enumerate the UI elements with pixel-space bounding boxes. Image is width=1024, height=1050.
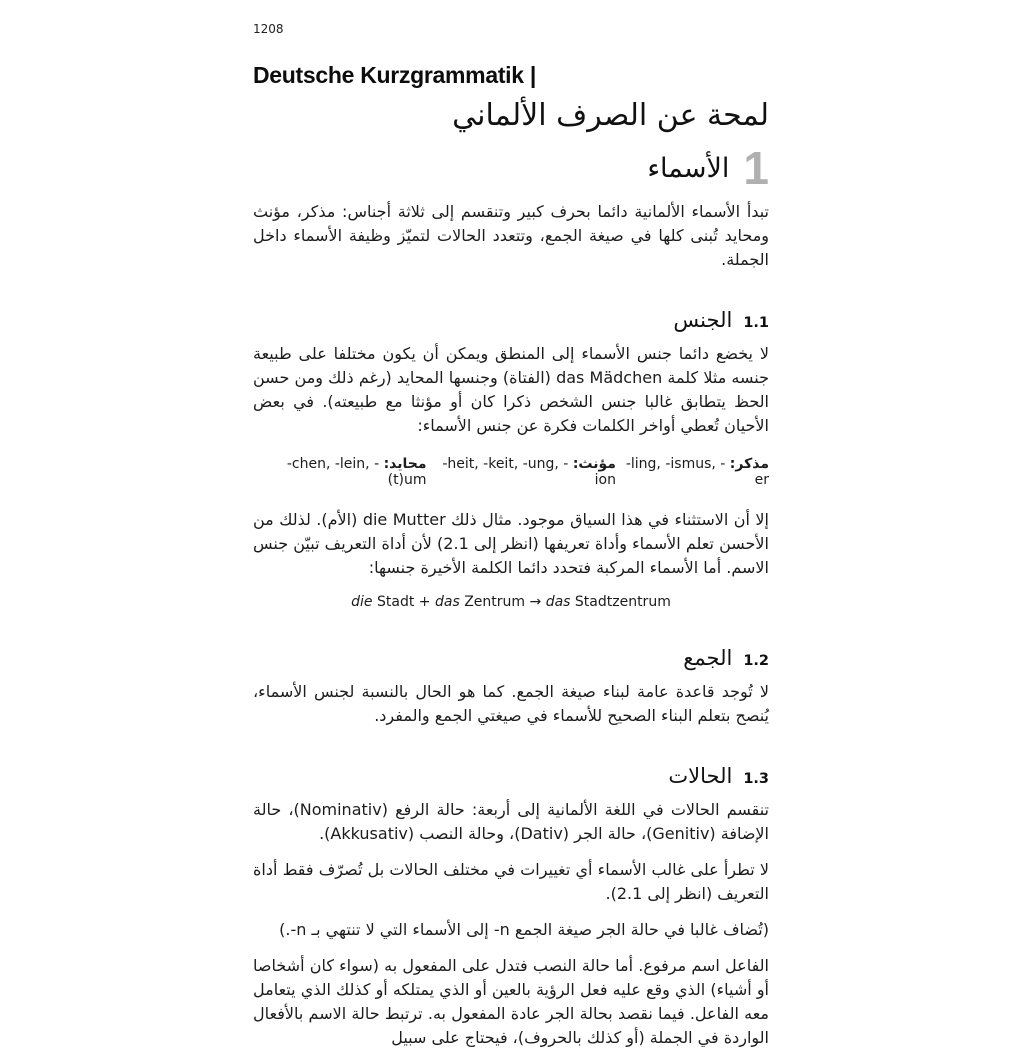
gender-suffix-line xyxy=(253,456,769,488)
example-article-1: die xyxy=(351,594,373,611)
example-noun-3: Stadtzentrum xyxy=(574,594,671,611)
section-intro-paragraph: تبدأ الأسماء الألمانية دائما بحرف كبير وتنقسم إلى ثلاثة أجناس: مذكر، مؤنث ومحايد تُبنى كلها في صيغة الجمع، وتتعدد الحالات لتميّز وظيفة الأسماء داخل الجملة. xyxy=(253,202,769,270)
plus-sign: + xyxy=(418,594,431,611)
neuter-suffix-group xyxy=(253,456,427,488)
cases-paragraph-2: لا تطرأ على غالب الأسماء أي تغييرات في مختلف الحالات بل تُصرّف فقط أداة التعريف (انظر إلى 2.1). xyxy=(253,860,769,904)
subsection-title: الجمع xyxy=(683,646,733,671)
example-article-2: das xyxy=(434,594,460,611)
feminine-suffix-group xyxy=(427,456,616,488)
chapter-title-arabic: لمحة عن الصرف الألماني xyxy=(452,98,769,133)
subsection-1-3-heading xyxy=(253,764,769,788)
feminine-label: مؤنث: xyxy=(572,456,616,473)
masculine-label: مذكر: xyxy=(729,456,769,473)
section-number: 1 xyxy=(743,141,769,194)
section-title: الأسماء xyxy=(647,152,730,184)
page-number: 1208 xyxy=(253,22,284,36)
section-1-heading xyxy=(253,141,769,194)
subsection-1-1-heading xyxy=(253,308,769,332)
subsection-number: 1.3 xyxy=(743,771,769,788)
chapter-title-latin: Deutsche Kurzgrammatik | xyxy=(253,62,536,88)
cases-paragraph-1: تنقسم الحالات في اللغة الألمانية إلى أربعة: حالة الرفع (Nominativ)، حالة الإضافة (Genitiv)، حالة الجر (Dativ)، وحالة النصب (Akkusativ). xyxy=(253,800,769,844)
subsection-number: 1.2 xyxy=(743,653,769,670)
example-noun-2: Zentrum xyxy=(464,594,526,611)
subsection-1-2-heading xyxy=(253,646,769,670)
example-noun-1: Stadt xyxy=(377,594,415,611)
masculine-suffix-list: -ling, -ismus, -er xyxy=(625,456,769,489)
compound-noun-example xyxy=(253,594,769,610)
page-content xyxy=(253,22,769,1050)
feminine-suffix-list: -heit, -keit, -ung, -ion xyxy=(442,456,616,489)
subsection-number: 1.1 xyxy=(743,315,769,332)
cases-paragraph-4: الفاعل اسم مرفوع. أما حالة النصب فتدل على المفعول به (سواء كان أشخاصا أو أشياء) الذي وقع عليه فعل الرؤية بالعين أو الذي يمتلكه أو كذلك الذي يتعامل معه الفاعل. فيما نقصد بحالة الجر عادة المفعول به. ترتبط حالة الاسم بالأفعال الواردة في الجملة (أو كذلك بالحروف)، فيحتاج على سبيل xyxy=(253,956,769,1048)
neuter-suffix-list: -chen, -lein, -(t)um xyxy=(286,456,427,489)
masculine-suffix-group xyxy=(616,456,769,488)
plural-paragraph: لا تُوجد قاعدة عامة لبناء صيغة الجمع. كما هو الحال بالنسبة لجنس الأسماء، يُنصح بتعلم البناء الصحيح للأسماء في صيغتي الجمع والمفرد. xyxy=(253,682,769,726)
neuter-label: محايد: xyxy=(383,456,427,473)
gender-paragraph-1: لا يخضع دائما جنس الأسماء إلى المنطق ويمكن أن يكون مختلفا على طبيعة جنسه مثلا كلمة das Mädchen (الفتاة) وجنسها المحايد (رغم ذلك ومن حسن الحظ يتطابق غالبا جنس الشخص ذكرا كان أو مؤنثا مع طبيعته). في بعض الأحيان تُعطي أواخر الكلمات فكرة عن جنس الأسماء: xyxy=(253,344,770,436)
arrow-symbol: → xyxy=(529,594,542,611)
gender-paragraph-2: إلا أن الاستثناء في هذا السياق موجود. مثال ذلك die Mutter (الأم). لذلك من الأحسن تعلم الأسماء وأداة تعريفها (انظر إلى 2.1) لأن أداة التعريف تبيّن جنس الاسم. أما الأسماء المركبة فتحدد دائما الكلمة الأخيرة جنسها: xyxy=(253,510,770,578)
example-article-3: das xyxy=(545,594,571,611)
cases-paragraph-3: (تُضاف غالبا في حالة الجر صيغة الجمع ‎-n‎ إلى الأسماء التي لا تنتهي بـ ‎-n‎.) xyxy=(279,920,769,940)
subsection-title: الحالات xyxy=(668,764,733,789)
subsection-title: الجنس xyxy=(673,308,733,333)
